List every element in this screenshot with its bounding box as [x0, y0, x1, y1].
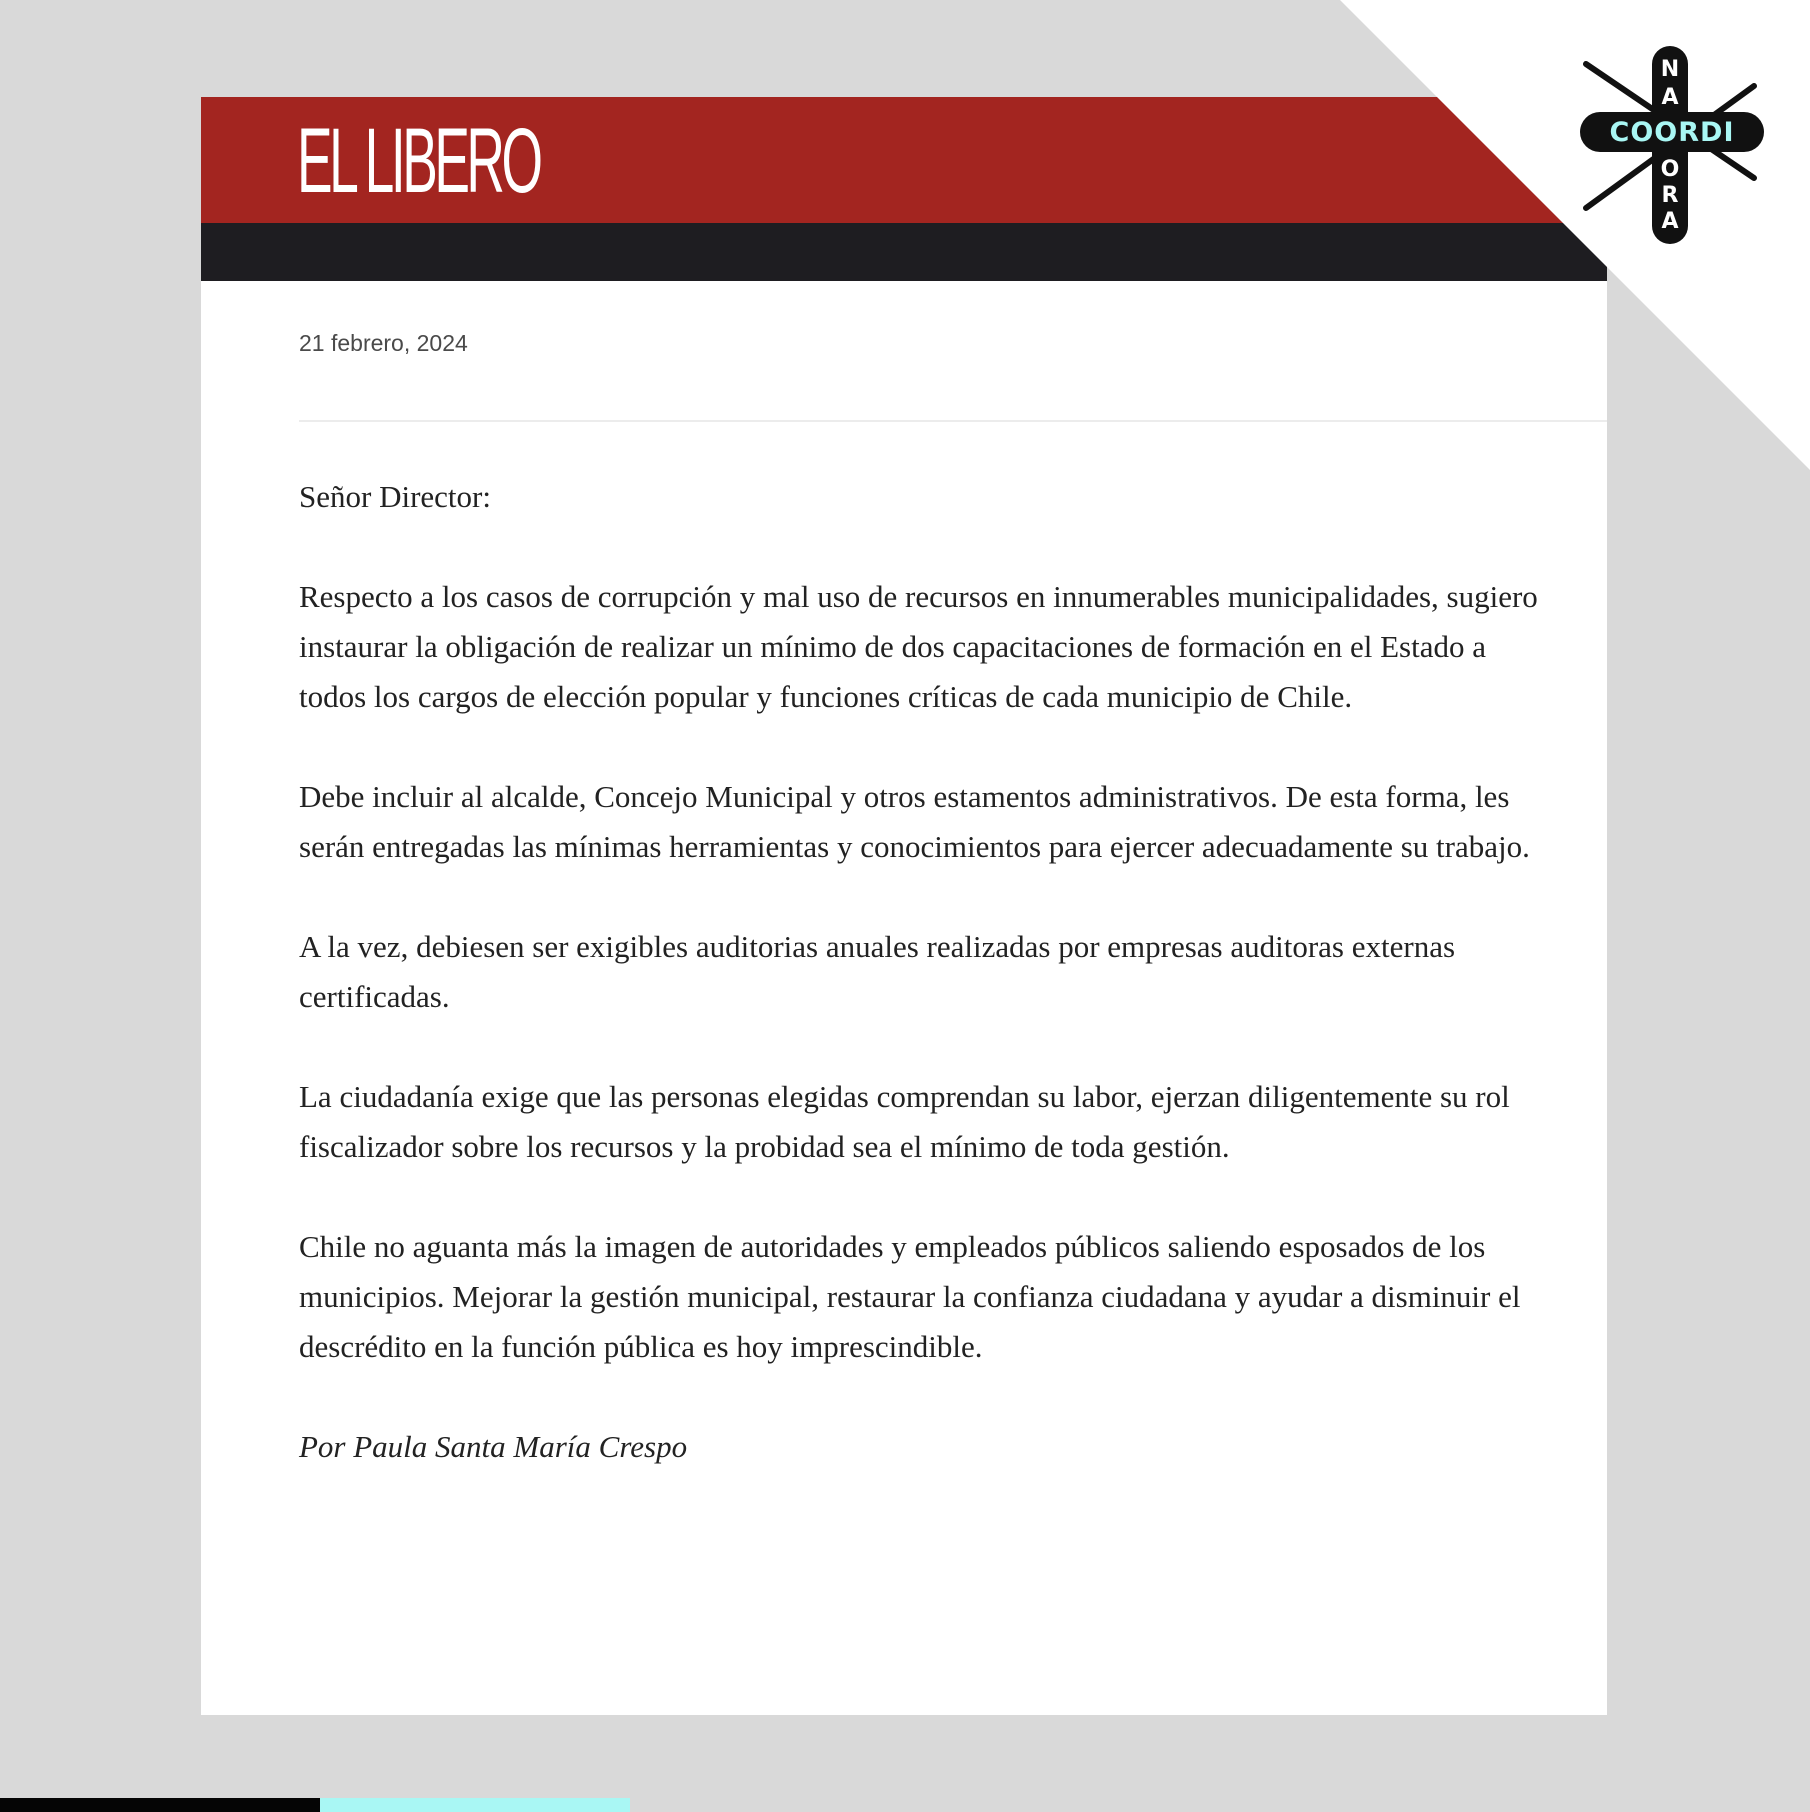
badge-vertical-letter: O [1660, 157, 1680, 182]
paragraph: Debe incluir al alcalde, Concejo Municipal y otros estamentos administrativos. De esta forma, les serán entregadas las mínimas herramientas y conocimientos para ejercer adecuadamente su trabajo. [299, 779, 1530, 864]
article-body [299, 472, 1549, 1472]
badge-vertical-letter: R [1661, 183, 1679, 208]
bottom-accent-bar-cyan [320, 1798, 630, 1812]
salutation: Señor Director: [299, 479, 491, 514]
author-signature: Por Paula Santa María Crespo [299, 1429, 688, 1464]
article-date: 21 febrero, 2024 [299, 330, 468, 356]
badge-horizontal-text: COORDI [1609, 117, 1735, 148]
paragraph: Chile no aguanta más la imagen de autoridades y empleados públicos saliendo esposados de los municipios. Mejorar la gestión municipal, restaurar la confianza ciudadana y ayudar a disminuir el descrédito en la función pública es hoy imprescindible. [299, 1229, 1521, 1364]
bottom-accent-bar-dark [0, 1798, 320, 1812]
coordinadora-logo [1572, 38, 1772, 258]
badge-vertical-letter: A [1661, 209, 1679, 234]
paragraph: Respecto a los casos de corrupción y mal uso de recursos en innumerables municipalidades, sugiero instaurar la obligación de realizar un mínimo de dos capacitaciones de formación en el Estado a todos los cargos de elección popular y funciones críticas de cada municipio de Chile. [299, 579, 1538, 714]
paragraph: A la vez, debiesen ser exigibles auditorias anuales realizadas por empresas auditoras externas certificadas. [299, 929, 1456, 1014]
paragraph: La ciudadanía exige que las personas elegidas comprendan su labor, ejerzan diligentemente su rol fiscalizador sobre los recursos y la probidad sea el mínimo de toda gestión. [299, 1079, 1510, 1164]
el-libero-logo: EL LIBERO [297, 110, 540, 212]
badge-vertical-letter: A [1661, 85, 1679, 110]
badge-vertical-letter: N [1660, 57, 1680, 82]
